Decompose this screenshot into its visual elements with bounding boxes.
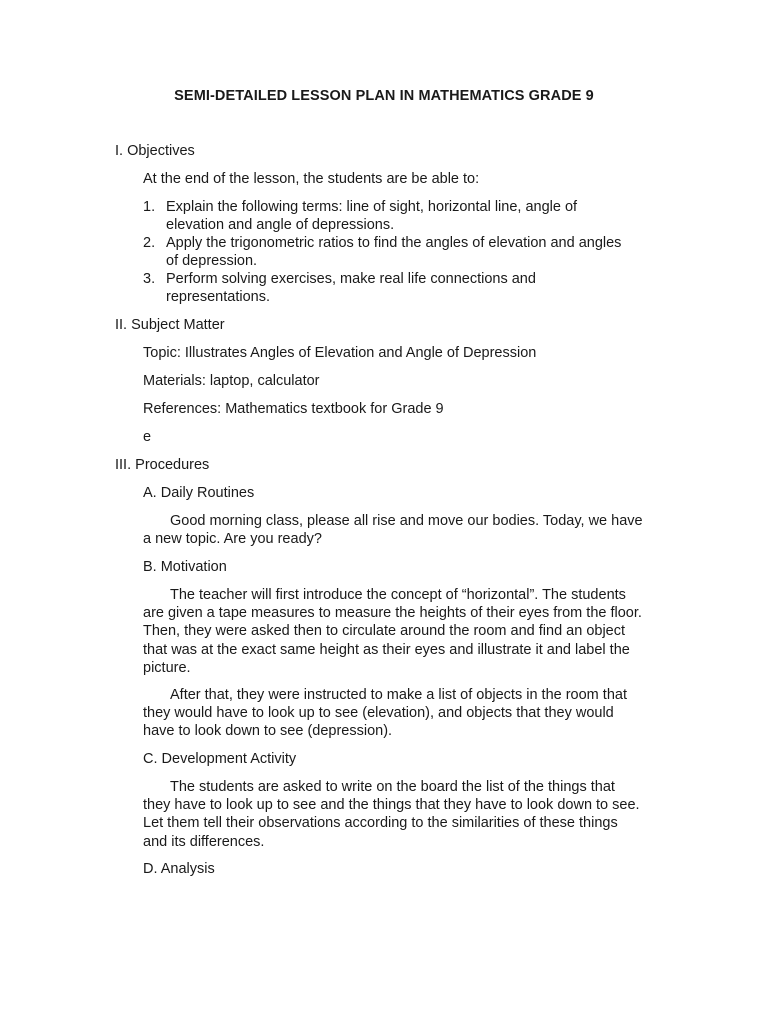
list-item-number: 1. <box>143 199 156 215</box>
list-item <box>143 198 623 234</box>
subject-extra: e <box>143 429 152 445</box>
subject-topic: Topic: Illustrates Angles of Elevation and Angle of Depression <box>143 345 537 361</box>
list-item <box>143 270 623 306</box>
motivation-paragraph-1: The teacher will first introduce the concept of “horizontal”. The students are given a tape measures to measure the heights of their eyes from the floor. Then, they were asked then to circulate around the room and find an object that was at the exact same height as their eyes and illustrate it and label the picture. <box>143 587 642 676</box>
list-item-text: Apply the trigonometric ratios to find the angles of elevation and angles of depression. <box>166 235 622 269</box>
development-activity-heading: C. Development Activity <box>143 751 297 767</box>
objectives-intro: At the end of the lesson, the students are be able to: <box>143 171 480 187</box>
motivation-heading: B. Motivation <box>143 559 227 575</box>
objectives-list <box>143 198 623 306</box>
daily-routines-text: Good morning class, please all rise and move our bodies. Today, we have a new topic. Are you ready? <box>143 513 643 548</box>
procedures-heading: III. Procedures <box>115 457 210 473</box>
subject-references: References: Mathematics textbook for Grade 9 <box>143 401 444 417</box>
analysis-heading: D. Analysis <box>143 861 215 877</box>
list-item-text: Explain the following terms: line of sight, horizontal line, angle of elevation and angle of depressions. <box>166 199 578 233</box>
subject-matter-heading: II. Subject Matter <box>115 317 225 333</box>
list-item-number: 2. <box>143 235 156 251</box>
motivation-paragraph-2: After that, they were instructed to make a list of objects in the room that they would have to look up to see (elevation), and objects that they would have to look down to see (depression). <box>143 687 627 740</box>
daily-routines-heading: A. Daily Routines <box>143 485 255 501</box>
development-activity-text: The students are asked to write on the board the list of the things that they have to look up to see and the things that they have to look down to see. Let them tell their observations according to the similarities of these things and its differences. <box>143 779 640 850</box>
document-title: SEMI-DETAILED LESSON PLAN IN MATHEMATICS GRADE 9 <box>174 88 594 104</box>
subject-materials: Materials: laptop, calculator <box>143 373 320 389</box>
list-item-number: 3. <box>143 271 156 287</box>
list-item <box>143 234 623 270</box>
list-item-text: Perform solving exercises, make real life connections and representations. <box>166 271 536 305</box>
objectives-heading: I. Objectives <box>115 143 195 159</box>
